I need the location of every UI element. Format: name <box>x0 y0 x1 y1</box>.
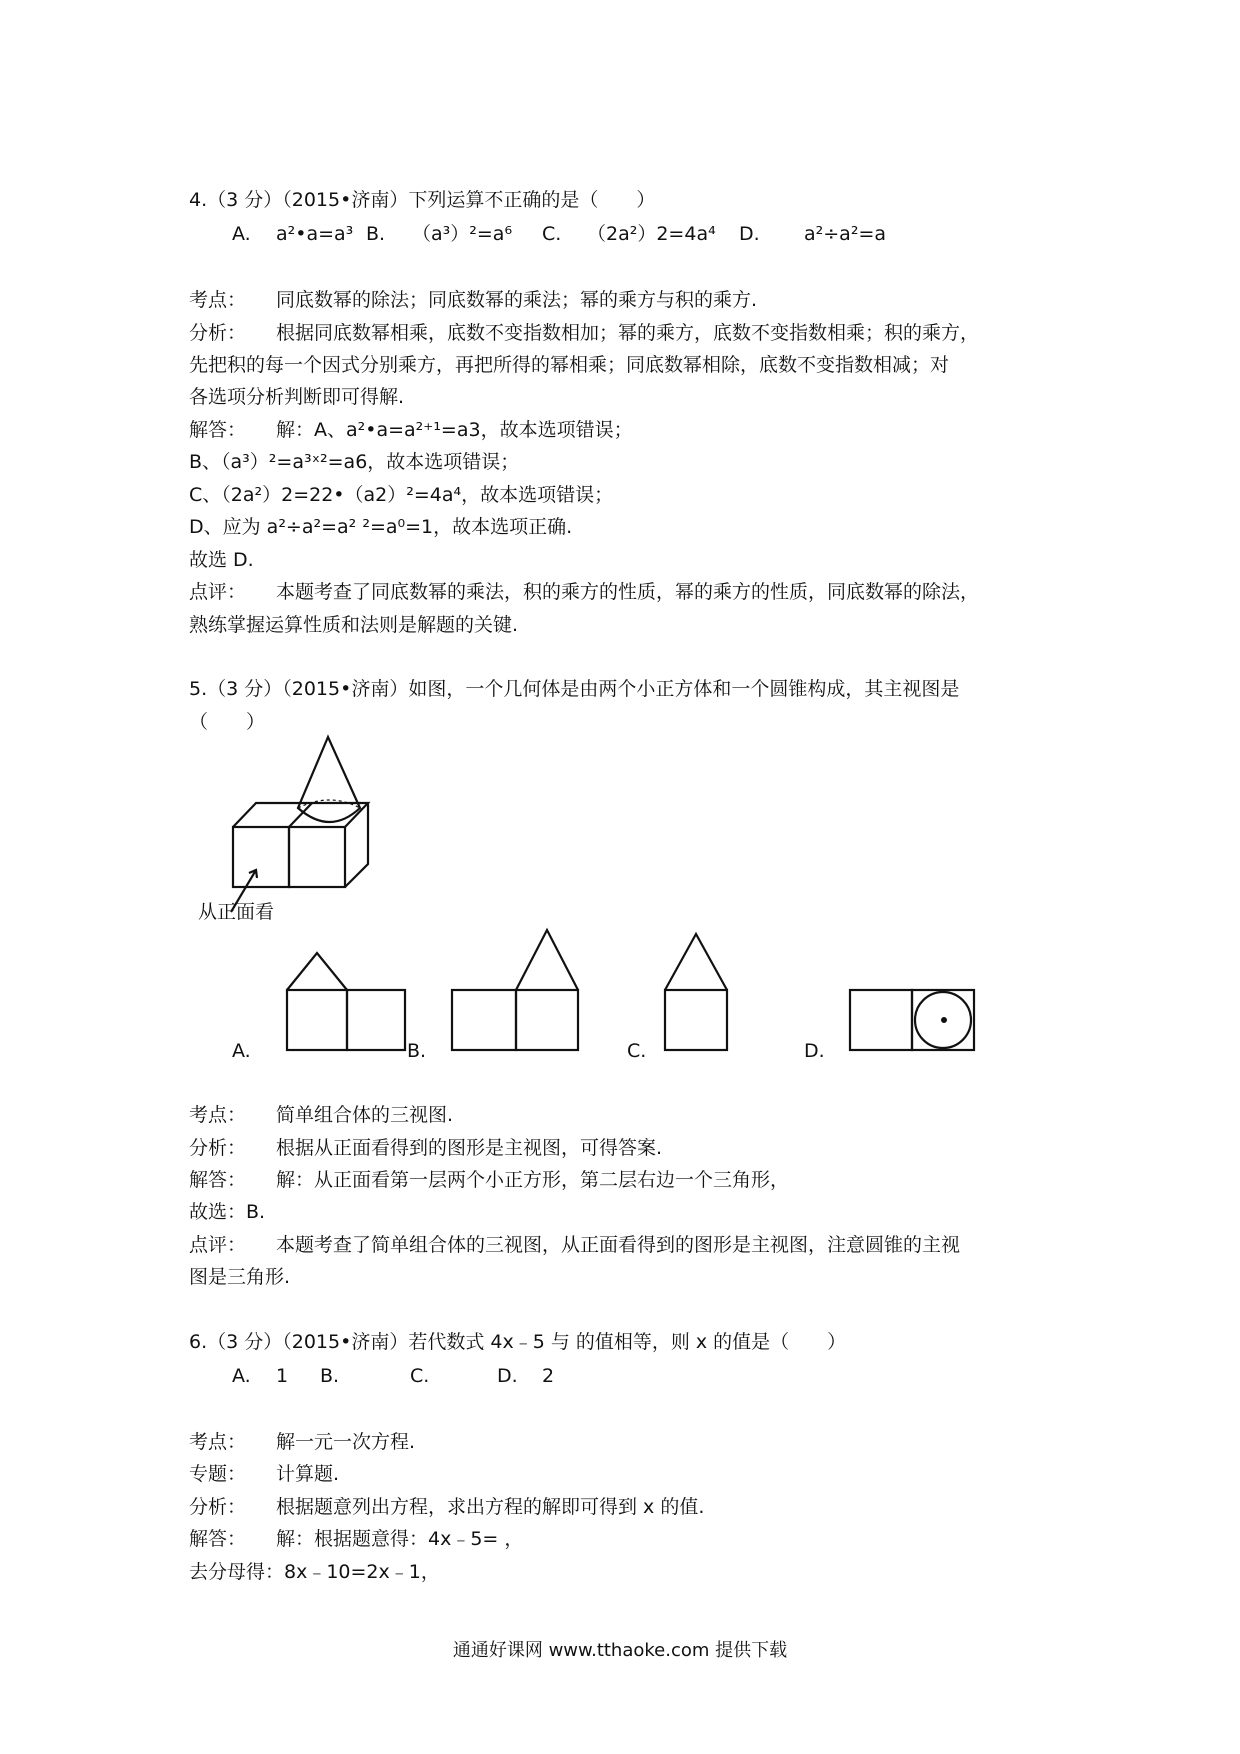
q5-dianping-line1: 点评： 本题考查了简单组合体的三视图，从正面看得到的图形是主视图，注意圆锥的主视 <box>189 1234 961 1256</box>
q4-option-d-letter: D. <box>739 223 760 245</box>
q6-option-c-letter: C. <box>410 1365 430 1387</box>
q4-fenxi-line2: 先把积的每一个因式分别乘方，再把所得的幂相乘；同底数幂相除，底数不变指数相减；对 <box>189 354 950 376</box>
q6-option-d-text: 2 <box>542 1365 555 1387</box>
q5-option-c-letter: C. <box>627 1040 647 1062</box>
q4-option-a-letter: A. <box>232 223 251 245</box>
q4-jieda-line3: C、（2a²）2=22•（a2）²=4a⁴，故本选项错误； <box>189 484 614 506</box>
q6-kaodian: 考点： 解一元一次方程. <box>189 1431 416 1453</box>
q6-fenxi: 分析： 根据题意列出方程，求出方程的解即可得到 x 的值. <box>189 1496 705 1518</box>
q5-jieda-line1: 解答： 解：从正面看第一层两个小正方形，第二层右边一个三角形， <box>189 1169 790 1191</box>
q4-stem: 4.（3 分）（2015•济南）下列运算不正确的是（ ） <box>189 189 656 211</box>
q5-option-b-letter: B. <box>407 1040 427 1062</box>
q4-dianping-line2: 熟练掌握运算性质和法则是解题的关键. <box>189 614 519 636</box>
q6-jieda-line1: 解答： 解：根据题意得：4x﹣5= ， <box>189 1528 524 1550</box>
page-footer: 通通好课网 www.tthaoke.com 提供下载 <box>452 1640 788 1661</box>
q5-stem-line2: （ ） <box>189 711 266 733</box>
q4-jieda-line5: 故选 D. <box>189 549 254 571</box>
q4-kaodian: 考点： 同底数幂的除法；同底数幂的乘法；幂的乘方与积的乘方. <box>189 289 758 311</box>
q5-option-d-letter: D. <box>804 1040 825 1062</box>
q6-option-d-letter: D. <box>497 1365 518 1387</box>
q5-front-view-label: 从正面看 <box>198 901 275 923</box>
q5-stem-line1: 5.（3 分）（2015•济南）如图，一个几何体是由两个小正方体和一个圆锥构成，其主视图是 <box>189 678 960 700</box>
q4-option-c-letter: C. <box>542 223 562 245</box>
q4-fenxi-line3: 各选项分析判断即可得解. <box>189 386 405 408</box>
q5-kaodian: 考点： 简单组合体的三视图. <box>189 1104 454 1126</box>
q6-option-a-text: 1 <box>276 1365 289 1387</box>
q6-stem: 6.（3 分）（2015•济南）若代数式 4x﹣5 与 的值相等，则 x 的值是（ ） <box>189 1331 847 1353</box>
q4-jieda-line2: B、（a³）²=a³ˣ²=a6，故本选项错误； <box>189 451 520 473</box>
q5-fenxi: 分析： 根据从正面看得到的图形是主视图，可得答案. <box>189 1137 663 1159</box>
q4-dianping-line1: 点评： 本题考查了同底数幂的乘法，积的乘方的性质，幂的乘方的性质，同底数幂的除法， <box>189 581 980 603</box>
q5-dianping-line2: 图是三角形. <box>189 1266 291 1288</box>
q5-option-a-letter: A. <box>232 1040 251 1062</box>
q6-zhuanti: 专题： 计算题. <box>189 1463 340 1485</box>
q4-option-b-text: （a³）²=a⁶ <box>412 223 513 245</box>
q5-jieda-line2: 故选：B. <box>189 1201 266 1223</box>
q4-option-d-text: a²÷a²=a <box>804 223 887 245</box>
q4-jieda-line1: 解答： 解：A、a²•a=a²⁺¹=a3，故本选项错误； <box>189 419 633 441</box>
q4-option-c-text: （2a²）2=4a⁴ <box>587 223 716 245</box>
q4-jieda-line4: D、应为 a²÷a²=a² ²=a⁰=1，故本选项正确. <box>189 516 573 538</box>
q6-jieda-line2: 去分母得：8x﹣10=2x﹣1， <box>189 1561 440 1583</box>
q4-fenxi-line1: 分析： 根据同底数幂相乘，底数不变指数相加；幂的乘方，底数不变指数相乘；积的乘方， <box>189 322 980 344</box>
q6-option-a-letter: A. <box>232 1365 251 1387</box>
q6-option-b-letter: B. <box>320 1365 340 1387</box>
q4-option-a-text: a²•a=a³ <box>276 223 354 245</box>
q4-option-b-letter: B. <box>366 223 386 245</box>
